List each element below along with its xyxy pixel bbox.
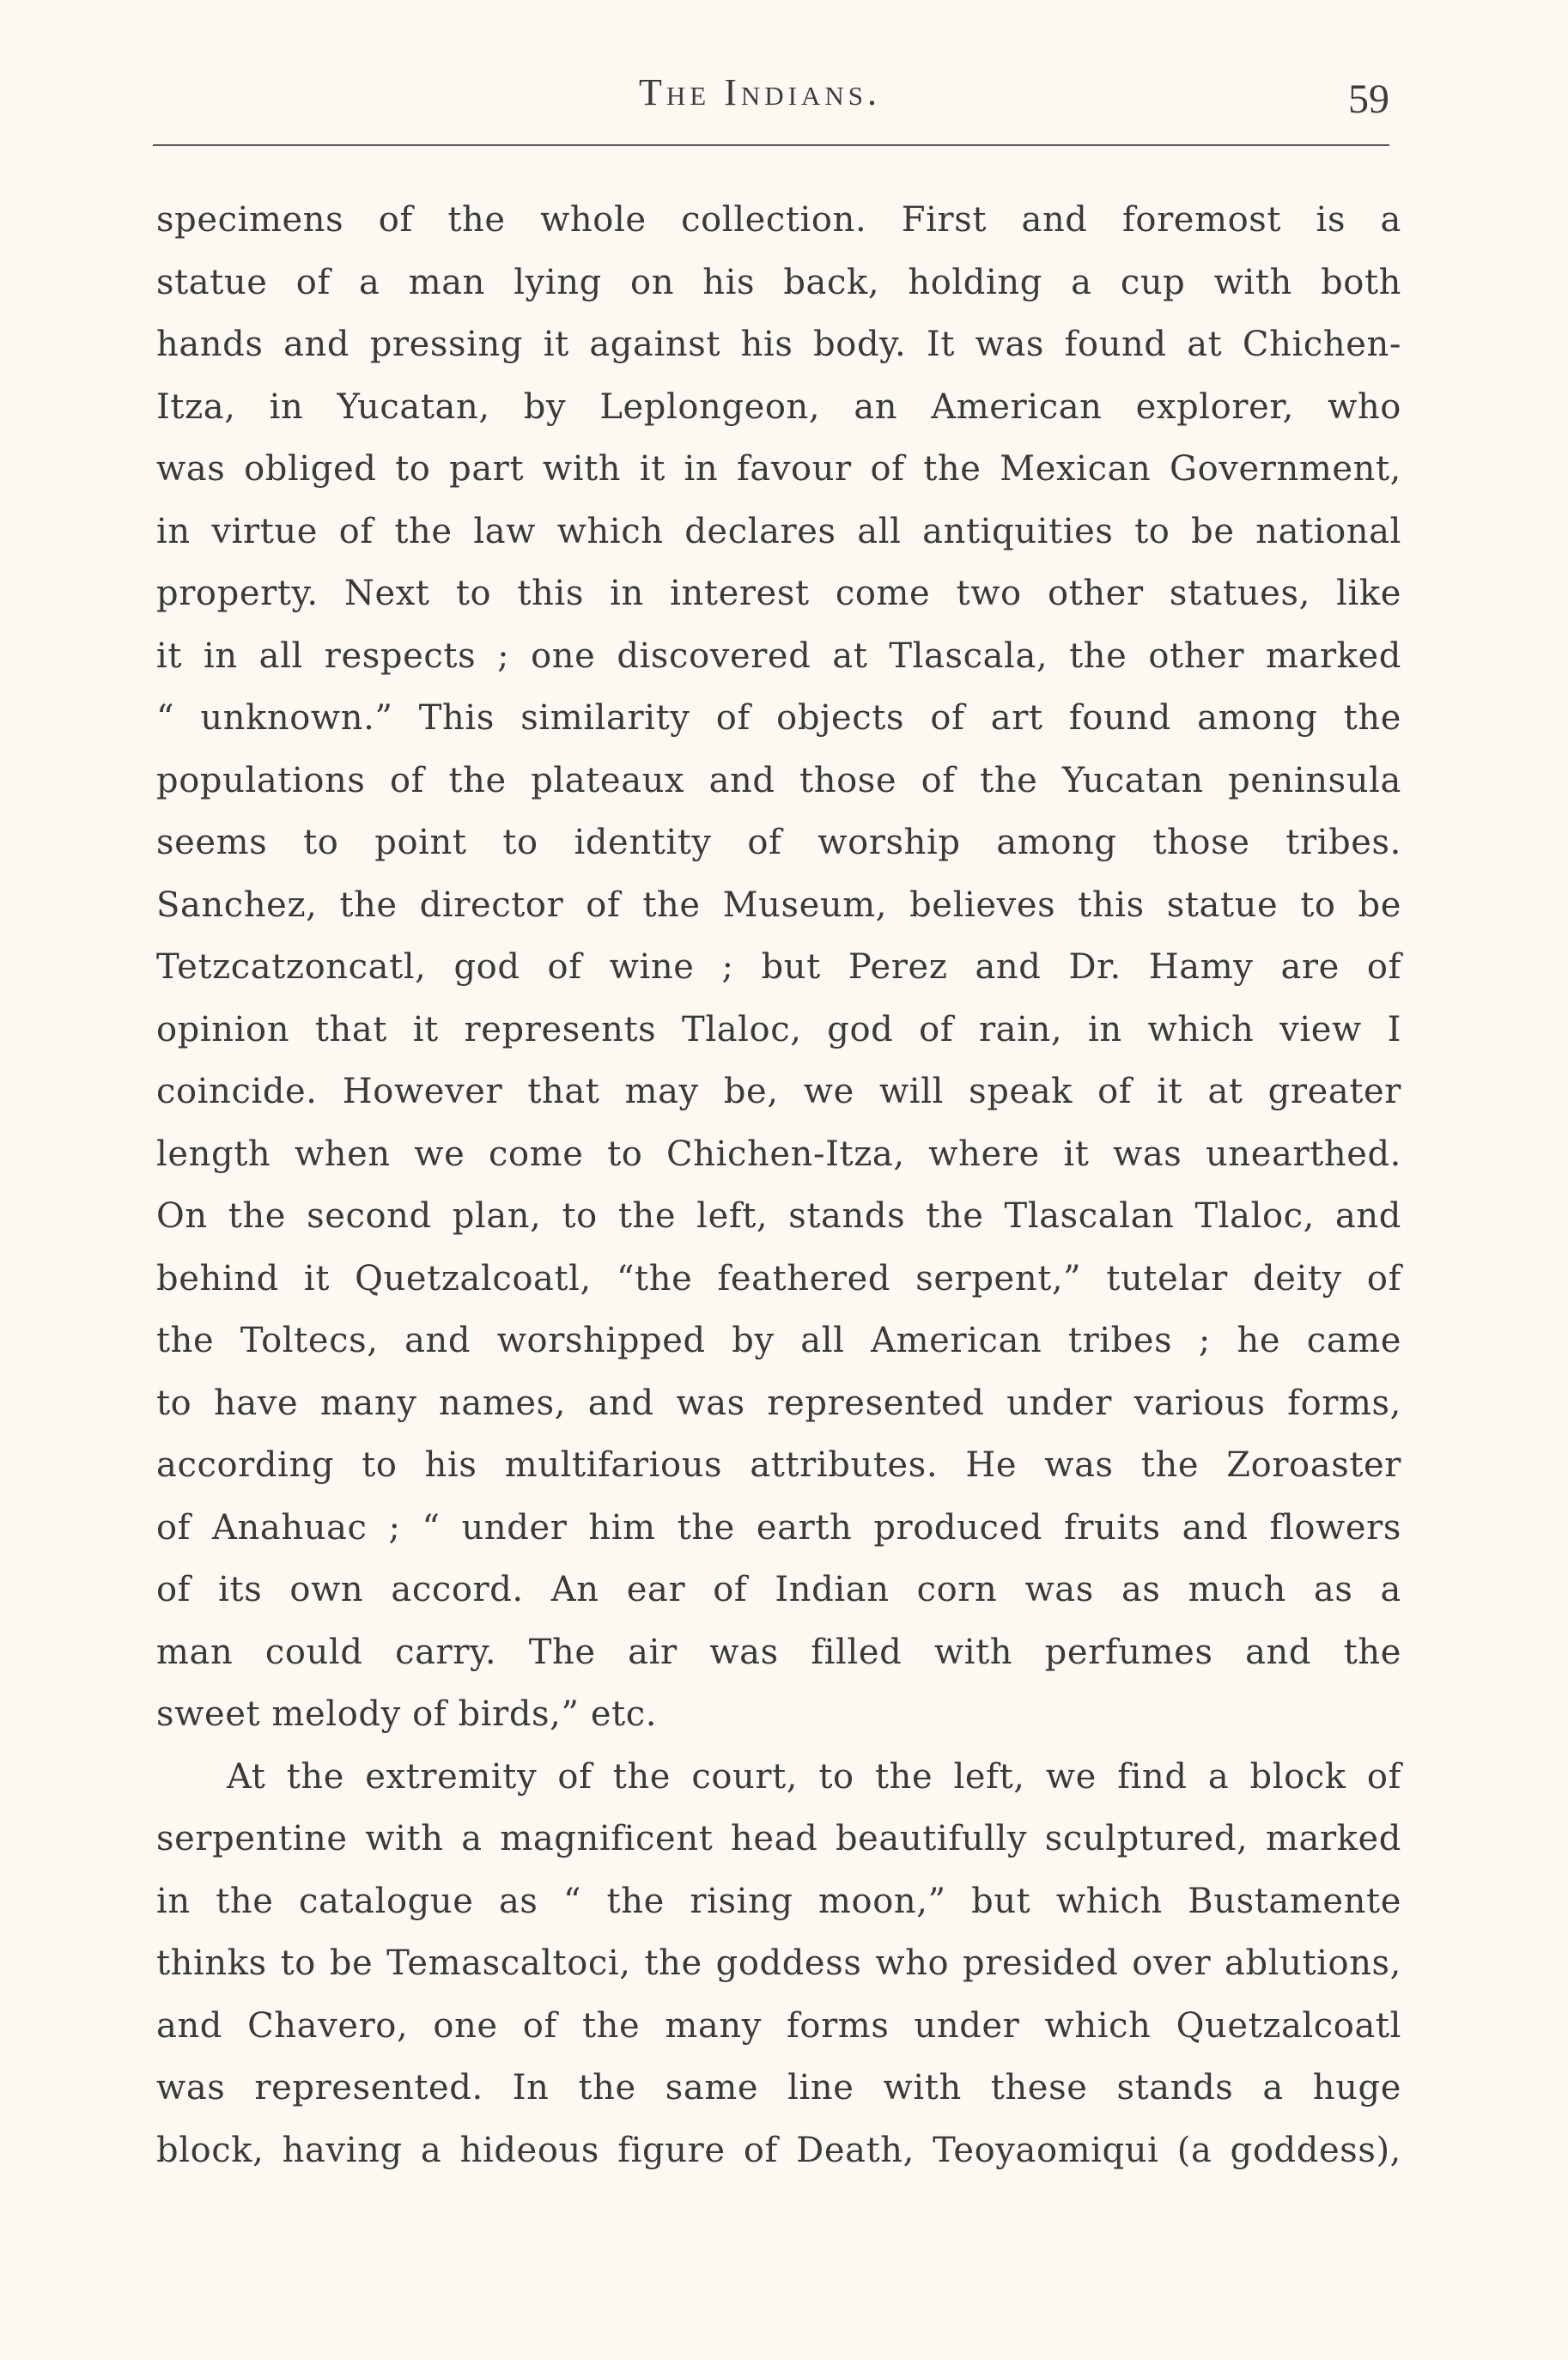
text-line: coincide. However that may be, we will speak of it at greater (156, 1072, 1401, 1111)
page-number: 59 (1348, 76, 1389, 122)
text-line: Itza, in Yucatan, by Leplongeon, an American explorer, who (156, 386, 1401, 427)
text-line: of Anahuac ; “ under him the earth produced fruits and flowers (156, 1507, 1401, 1548)
text-line: of its own accord. An ear of Indian corn was as much as a (156, 1570, 1401, 1609)
text-line: behind it Quetzalcoatl, “the feathered serpent,” tutelar deity of (156, 1258, 1401, 1299)
text-line: hands and pressing it against his body. It was found at Chichen- (156, 325, 1401, 364)
text-line: was obliged to part with it in favour of the Mexican Government, (156, 449, 1401, 489)
text-line: Sanchez, the director of the Museum, believes this statue to be (156, 885, 1401, 925)
text-line: specimens of the whole collection. First and foremost is a (156, 200, 1401, 240)
text-line: in virtue of the law which declares all antiquities to be national (156, 511, 1401, 551)
text-line: and Chavero, one of the many forms under which Quetzalcoatl (156, 2005, 1401, 2046)
text-line: populations of the plateaux and those of the Yucatan peninsula (156, 760, 1401, 800)
text-line: it in all respects ; one discovered at Tlascala, the other marked (156, 636, 1401, 676)
text-line: Tetzcatzoncatl, god of wine ; but Perez and Dr. Hamy are of (156, 947, 1401, 987)
text-line: length when we come to Chichen-Itza, where it was unearthed. (156, 1134, 1401, 1174)
paragraph-end-line: sweet melody of birds,” etc. (156, 1694, 658, 1734)
text-line: in the catalogue as “ the rising moon,” but which Bustamente (156, 1881, 1401, 1921)
text-line: man could carry. The air was filled with perfumes and the (156, 1632, 1401, 1672)
body-text (156, 189, 1401, 2181)
text-line: property. Next to this in interest come two other statues, like (156, 574, 1401, 613)
text-line: statue of a man lying on his back, holding a cup with both (156, 262, 1401, 302)
text-line: according to his multifarious attributes. He was the Zoroaster (156, 1445, 1401, 1485)
text-line: was represented. In the same line with these stands a huge (156, 2068, 1401, 2108)
text-line: block, having a hideous figure of Death, Teoyaomiqui (a goddess), (156, 2130, 1401, 2170)
text-line: On the second plan, to the left, stands the Tlascalan Tlaloc, and (156, 1196, 1401, 1236)
text-line: seems to point to identity of worship among those tribes. (156, 823, 1401, 862)
text-line: serpentine with a magnificent head beautifully sculptured, marked (156, 1819, 1401, 1858)
text-line: opinion that it represents Tlaloc, god of rain, in which view I (156, 1009, 1401, 1049)
running-head: The Indians. (639, 71, 881, 113)
text-line: to have many names, and was represented under various forms, (156, 1383, 1401, 1423)
paragraph-start-line: At the extremity of the court, to the left, we find a block of (227, 1756, 1401, 1797)
text-line: the Toltecs, and worshipped by all American tribes ; he came (156, 1321, 1401, 1360)
text-line: thinks to be Temascaltoci, the goddess who presided over ablutions, (156, 1943, 1401, 1983)
header-rule (153, 144, 1389, 146)
text-line: “ unknown.” This similarity of objects of art found among the (156, 698, 1401, 738)
